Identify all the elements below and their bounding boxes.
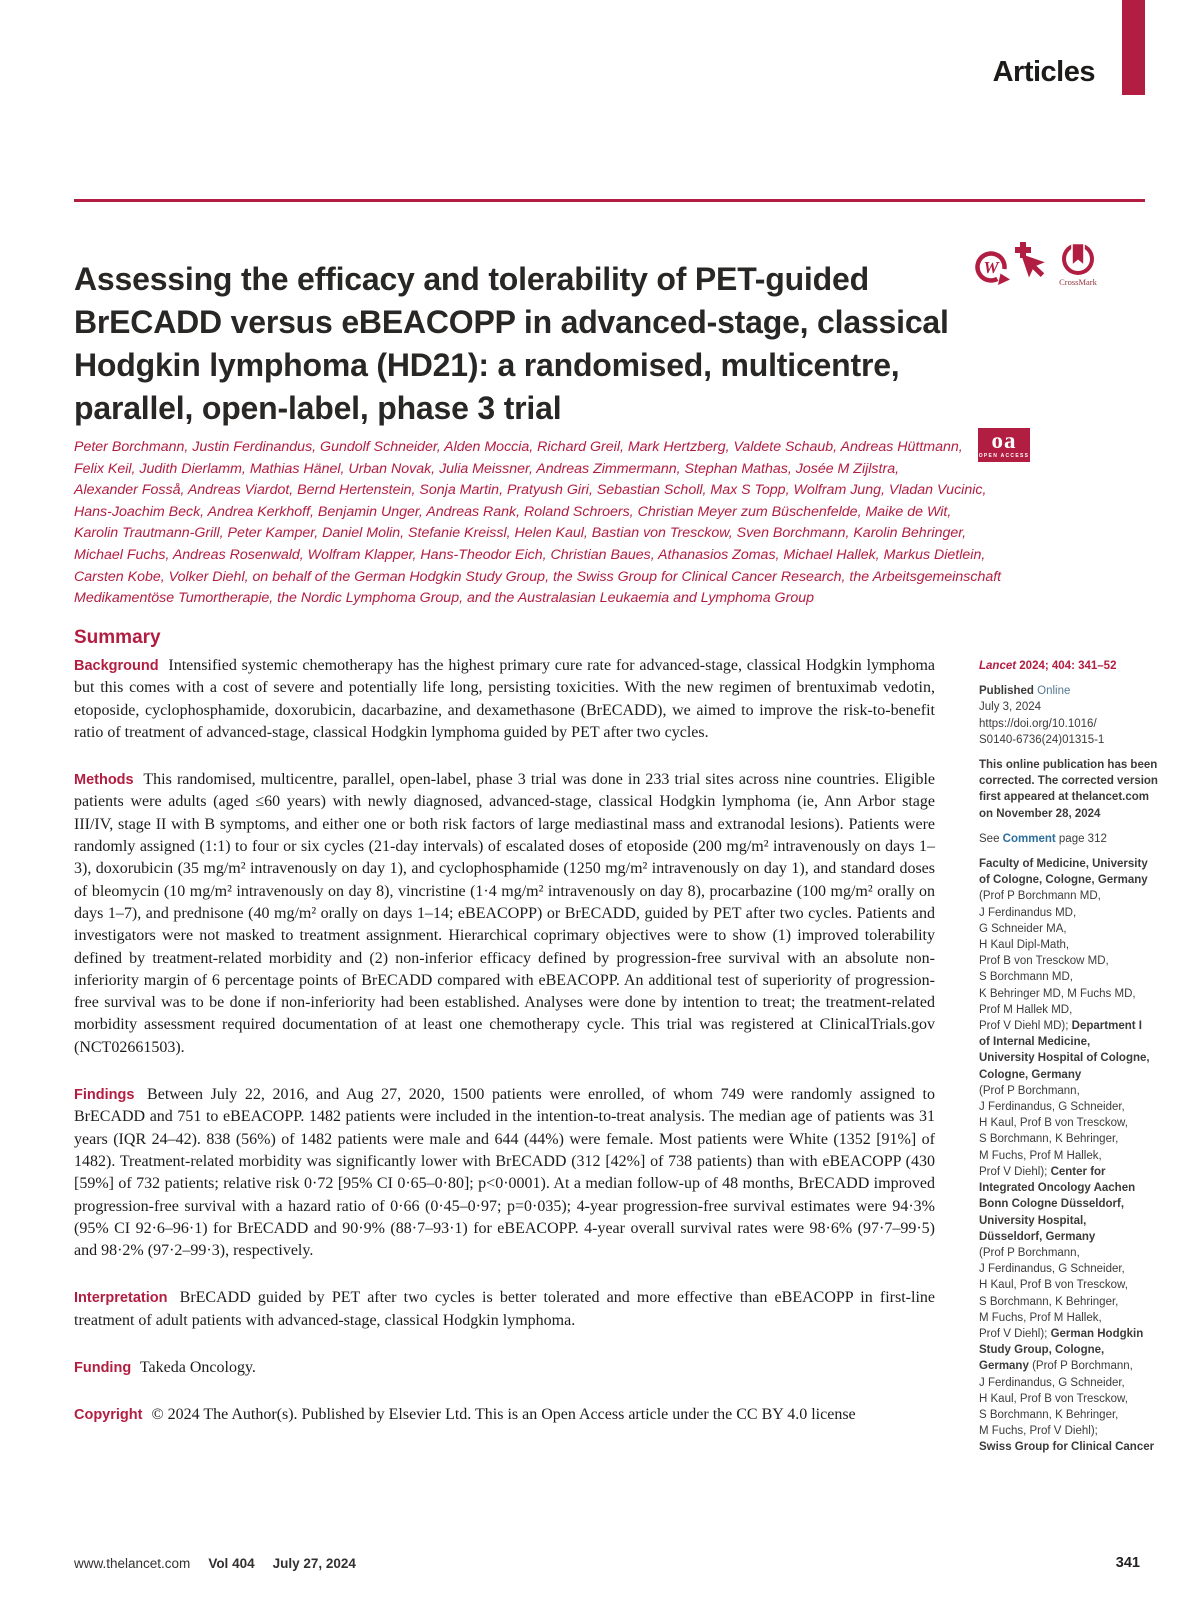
sidebar-text-run: German Hodgkin [1050, 1327, 1144, 1340]
sidebar-line [979, 1002, 1159, 1018]
sidebar-line [979, 1050, 1159, 1066]
sidebar-line [979, 1213, 1159, 1229]
sidebar-text-run: H Kaul, Prof B von Tresckow, [979, 1392, 1128, 1405]
sidebar-link[interactable]: Online [1037, 685, 1071, 698]
title-line: Hodgkin lymphoma (HD21): a randomised, multicentre, [74, 347, 900, 384]
sidebar-text-run: S0140-6736(24)01315-1 [979, 733, 1105, 746]
sidebar-text-run: J Ferdinandus MD, [979, 906, 1077, 919]
sidebar-text-run: Study Group, Cologne, [979, 1344, 1105, 1357]
authors-line: Karolin Trautmann-Grill, Peter Kamper, Daniel Molin, Stefanie Kreissl, Helen Kaul, Bastian von Tresckow, Sven Borchmann, Karolin Behringer, [74, 525, 967, 542]
sidebar-line [979, 1375, 1159, 1391]
sidebar-line [979, 969, 1159, 985]
sidebar-line [979, 905, 1159, 921]
sidebar-text-run: Germany [979, 1360, 1033, 1373]
open-access-oa-text: oa [991, 428, 1017, 453]
sidebar-metadata [979, 658, 1159, 1465]
title-line: Assessing the efficacy and tolerability of PET-guided [74, 261, 869, 298]
sidebar-text-run: Lancet [979, 660, 1017, 672]
sidebar-text-run: H Kaul Dipl-Math, [979, 939, 1070, 952]
sidebar-text-run: Integrated Oncology Aachen [979, 1182, 1136, 1195]
sidebar-text-run: G Schneider MA, [979, 922, 1067, 935]
open-access-icon [978, 428, 1030, 462]
summary-paragraph-methods [74, 769, 935, 1059]
sidebar-text-run: 2024; 404: 341–52 [1016, 660, 1117, 672]
sidebar-line [979, 1326, 1159, 1342]
sidebar-text-run: (Prof P Borchmann, [979, 1246, 1080, 1259]
title-line: BrECADD versus eBEACOPP in advanced-stage, classical [74, 304, 949, 341]
summary-paragraph-funding [74, 1357, 935, 1379]
paragraph-label: Findings [74, 1087, 135, 1104]
sidebar-line [979, 1164, 1159, 1180]
paragraph-label: Background [74, 658, 159, 674]
sidebar-line [979, 1115, 1159, 1131]
paragraph-label: Methods [74, 772, 134, 789]
sidebar-line [979, 831, 1159, 847]
sidebar-line [979, 716, 1159, 732]
sidebar-text-run: S Borchmann MD, [979, 971, 1073, 984]
sidebar-line [979, 1423, 1159, 1439]
sidebar-text-run: of Internal Medicine, [979, 1036, 1091, 1049]
title-icons [973, 240, 1113, 302]
sidebar-text-run: (Prof P Borchmann MD, [979, 890, 1101, 903]
summary-heading: Summary [74, 627, 161, 648]
sidebar-text-run: H Kaul, Prof B von Tresckow, [979, 1117, 1128, 1130]
paragraph-text: BrECADD guided by PET after two cycles is better tolerated and more effective than eBEACOPP in first-line treatment of adult patients with advanced-stage, classical Hodgkin lymphoma. [74, 1289, 935, 1329]
sidebar-text-run: Prof M Hallek MD, [979, 1003, 1073, 1016]
sidebar-text-run: J Ferdinandus, G Schneider, [979, 1263, 1125, 1276]
open-access-sub-text: OPEN ACCESS [978, 453, 1030, 459]
sidebar-line [979, 1229, 1159, 1245]
paragraph-text: Takeda Oncology. [139, 1359, 256, 1377]
authors-line: Felix Keil, Judith Dierlamm, Mathias Hänel, Urban Novak, Julia Meissner, Andreas Zimmermann, Stephan Mathas, Josée M Zijlstra, [74, 460, 900, 477]
paragraph-text: Between July 22, 2016, and Aug 27, 2020, 1500 patients were enrolled, of whom 749 were randomly assigned to BrECADD and 751 to eBEACOPP. 1482 patients were included in the intention-to-treat analysis. The median age of patients was 31 years (IQR 24–42). 838 (56%) of 1482 patients were male and 644 (44%) were female. Most patients were White (1352 [91%] of 1482). Treatment-related morbidity was significantly lower with BrECADD (312 [42%] of 738 patients) than with eBEACOPP (430 [59%] of 732 patients; relative risk 0·72 [95% CI 0·65–0·80]; p<0·0001). At a median follow-up of 48 months, BrECADD improved progression-free survival with a hazard ratio of 0·66 (0·45–0·97; p=0·035); 4-year progression-free survival estimates were 94·3% (95% CI 92·6–96·1) for BrECADD and 90·9% (88·7–93·1) for eBEACOPP. 4-year overall survival rates were 98·6% (97·7–99·5) and 98·2% (97·2–99·3), respectively. [74, 1086, 936, 1260]
sidebar-line [979, 1131, 1159, 1147]
sidebar-line [979, 773, 1159, 789]
sidebar-text-run: S Borchmann, K Behringer, [979, 1295, 1119, 1308]
sidebar-line [979, 1391, 1159, 1407]
summary-body [74, 655, 935, 1452]
sidebar-text-run: Bonn Cologne Düsseldorf, [979, 1198, 1125, 1211]
sidebar-line [979, 1310, 1159, 1326]
sidebar-text-run: Prof B von Tresckow MD, [979, 955, 1109, 968]
sidebar-text-run: M Fuchs, Prof M Hallek, [979, 1149, 1102, 1162]
sidebar-line [979, 1261, 1159, 1277]
sidebar-text-run: first appeared at thelancet.com [979, 791, 1149, 804]
sidebar-line [979, 806, 1159, 822]
crossmark-label: CrossMark [1059, 277, 1097, 287]
summary-paragraph-findings [74, 1084, 935, 1262]
sidebar-line [979, 1358, 1159, 1374]
authors-line: Alexander Fosså, Andreas Viardot, Bernd Hertenstein, Sonja Martin, Pratyush Giri, Sebastian Scholl, Max S Topp, Wolfram Jung, Vladan Vucinic, [74, 482, 987, 499]
sidebar-text-run: https://doi.org/10.1016/ [979, 717, 1097, 730]
sidebar-line [979, 699, 1159, 715]
sidebar-text-run: H Kaul, Prof B von Tresckow, [979, 1279, 1128, 1292]
sidebar-line [979, 658, 1159, 674]
sidebar-line [979, 1196, 1159, 1212]
sidebar-text-run: Düsseldorf, Germany [979, 1230, 1096, 1243]
sidebar-line [979, 888, 1159, 904]
sidebar-block-citation [979, 658, 1159, 674]
crossmark-icon[interactable] [1049, 242, 1107, 287]
sidebar-line [979, 937, 1159, 953]
paragraph-text: © 2024 The Author(s). Published by Elsevier Ltd. This is an Open Access article under the CC BY 4.0 license [151, 1406, 856, 1424]
title-line: parallel, open-label, phase 3 trial [74, 390, 562, 427]
footer-date: July 27, 2024 [272, 1556, 356, 1571]
sidebar-text-run: See [979, 832, 1003, 845]
sidebar-line [979, 1148, 1159, 1164]
sidebar-line [979, 1099, 1159, 1115]
section-label: Articles [992, 56, 1095, 88]
sidebar-text-run: This online publication has been [979, 759, 1158, 772]
sidebar-text-run: J Ferdinandus, G Schneider, [979, 1101, 1125, 1114]
sidebar-text-run: on November 28, 2024 [979, 807, 1101, 820]
sidebar-line [979, 1083, 1159, 1099]
sidebar-line [979, 1180, 1159, 1196]
web-extra-icon [973, 240, 1047, 292]
sidebar-line [979, 789, 1159, 805]
sidebar-text-run: Prof V Diehl); [979, 1327, 1051, 1340]
sidebar-text-run: page 312 [1055, 832, 1107, 845]
sidebar-block-published-online [979, 683, 1159, 748]
sidebar-text-run: M Fuchs, Prof M Hallek, [979, 1311, 1102, 1324]
sidebar-line [979, 1439, 1159, 1455]
sidebar-line [979, 1067, 1159, 1083]
sidebar-text-run: S Borchmann, K Behringer, [979, 1133, 1119, 1146]
article-title [74, 258, 949, 430]
section-red-bar [1122, 0, 1145, 95]
sidebar-text-run: (Prof P Borchmann, [979, 1084, 1080, 1097]
authors-line: Carsten Kobe, Volker Diehl, on behalf of the German Hodgkin Study Group, the Swiss Group for Clinical Cancer Research, the Arbeitsgemeinschaft [74, 568, 1002, 585]
authors-line: Medikamentöse Tumortherapie, the Nordic Lymphoma Group, and the Australasian Leukaemia and Lymphoma Group [74, 590, 814, 607]
sidebar-text-run: S Borchmann, K Behringer, [979, 1408, 1119, 1421]
paragraph-label: Copyright [74, 1407, 143, 1424]
sidebar-text-run: Center for [1050, 1165, 1106, 1178]
sidebar-line [979, 1277, 1159, 1293]
sidebar-block-see-comment [979, 831, 1159, 847]
paragraph-text: This randomised, multicentre, parallel, open-label, phase 3 trial was done in 233 trial sites across nine countries. Eligible patients were adults (aged ≤60 years) with newly diagnosed, advanced-stage, classical Hodgkin lymphoma (ie, Ann Arbor stage III/IV, stage II with B symptoms, and either one or both risk factors of large mediastinal mass and extranodal lesions). Patients were randomly assigned (1:1) to four or six cycles (21-day intervals) of escalated doses of etoposide (200 mg/m² intravenously on days 1–3), doxorubicin (35 mg/m² intravenously on day 1), and cyclophosphamide (1250 mg/m² intravenously on day 1), and standard doses of bleomycin (10 mg/m² intravenously on day 8), vincristine (1·4 mg/m² intravenously on day 8), procarbazine (100 mg/m² orally on days 1–7), and prednisone (40 mg/m² orally on days 1–14; eBEACOPP) or BrECADD, guided by PET after two cycles. Patients and investigators were not masked to treatment assignment. Hierarchical coprimary objectives were to show (1) improved tolerability defined by treatment-related morbidity and (2) non-inferior efficacy defined by progression-free survival with an absolute non-inferiority margin of 6 percentage points of BrECADD compared with eBEACOPP. An additional test of superiority of progression-free survival was to be done if non-inferiority had been established. Analyses were done by intention to treat; the treatment-related morbidity assessment required documentation of at least one chemotherapy cycle. This trial was registered at ClinicalTrials.gov (NCT02661503). [74, 771, 935, 1056]
sidebar-line [979, 953, 1159, 969]
sidebar-text-run: University Hospital, [979, 1214, 1087, 1227]
sidebar-line [979, 921, 1159, 937]
summary-paragraph-background [74, 655, 935, 744]
footer-site[interactable]: www.thelancet.com [74, 1556, 191, 1571]
sidebar-text-run: (Prof P Borchmann, [1032, 1360, 1133, 1373]
paragraph-label: Interpretation [74, 1290, 168, 1307]
author-list [74, 437, 1002, 610]
sidebar-text-run: of Cologne, Cologne, Germany [979, 874, 1148, 887]
footer-volume: Vol 404 [208, 1556, 255, 1571]
sidebar-text-run: K Behringer MD, M Fuchs MD, [979, 987, 1136, 1000]
sidebar-text-run: Published [979, 685, 1038, 698]
sidebar-line [979, 1342, 1159, 1358]
sidebar-text-run: University Hospital of Cologne, [979, 1052, 1150, 1065]
sidebar-line [979, 872, 1159, 888]
sidebar-text-run: Prof V Diehl); [979, 1165, 1051, 1178]
sidebar-text-run: Department I [1071, 1020, 1142, 1033]
sidebar-text-run: Prof V Diehl MD); [979, 1020, 1072, 1033]
sidebar-link[interactable]: Comment [1002, 832, 1056, 845]
sidebar-text-run: corrected. The corrected version [979, 775, 1158, 788]
sidebar-text-run: Cologne, Germany [979, 1068, 1082, 1081]
page-number: 341 [1115, 1555, 1140, 1571]
authors-line: Michael Fuchs, Andreas Rosenwald, Wolfram Klapper, Hans-Theodor Eich, Christian Baues, Athanasios Zomas, Michael Hallek, Markus Dietlein, [74, 546, 986, 563]
sidebar-line [979, 1034, 1159, 1050]
authors-line: Hans-Joachim Beck, Andrea Kerkhoff, Benjamin Unger, Andreas Rank, Roland Schroers, Christian Meyer zum Büschenfelde, Maike de Wit, [74, 503, 952, 520]
footer [74, 1556, 356, 1571]
sidebar-line [979, 732, 1159, 748]
sidebar-line [979, 757, 1159, 773]
sidebar-line [979, 1018, 1159, 1034]
sidebar-line [979, 683, 1159, 699]
sidebar-text-run: Swiss Group for Clinical Cancer [979, 1441, 1155, 1454]
paragraph-text: Intensified systemic chemotherapy has the highest primary cure rate for advanced-stage, classical Hodgkin lymphoma but this comes with a cost of severe and potentially life long, persisting toxicities. With the new regimen of brentuximab vedotin, etoposide, cyclophosphamide, doxorubicin, dacarbazine, and dexamethasone (BrECADD), we aimed to improve the risk-to-benefit ratio of treatment of advanced-stage, classical Hodgkin lymphoma guided by PET after two cycles. [74, 657, 936, 741]
sidebar-text-run: Faculty of Medicine, University [979, 858, 1148, 871]
sidebar-line [979, 986, 1159, 1002]
sidebar-line [979, 1294, 1159, 1310]
sidebar-text-run: M Fuchs, Prof V Diehl); [979, 1425, 1098, 1438]
header-rule [74, 199, 1145, 202]
sidebar-line [979, 1245, 1159, 1261]
sidebar-block-correction-notice [979, 757, 1159, 822]
paragraph-label: Funding [74, 1360, 132, 1377]
sidebar-line [979, 1407, 1159, 1423]
summary-paragraph-copyright [74, 1404, 935, 1426]
svg-text:W: W [983, 258, 999, 277]
sidebar-line [979, 856, 1159, 872]
authors-line: Peter Borchmann, Justin Ferdinandus, Gundolf Schneider, Alden Moccia, Richard Greil, Mark Hertzberg, Valdete Schaub, Andreas Hüttmann, [74, 439, 963, 455]
sidebar-text-run: J Ferdinandus, G Schneider, [979, 1376, 1125, 1389]
sidebar-block-affiliations [979, 856, 1159, 1456]
crossmark-logo [1061, 242, 1095, 276]
summary-paragraph-interpretation [74, 1287, 935, 1332]
sidebar-text-run: July 3, 2024 [979, 701, 1042, 714]
